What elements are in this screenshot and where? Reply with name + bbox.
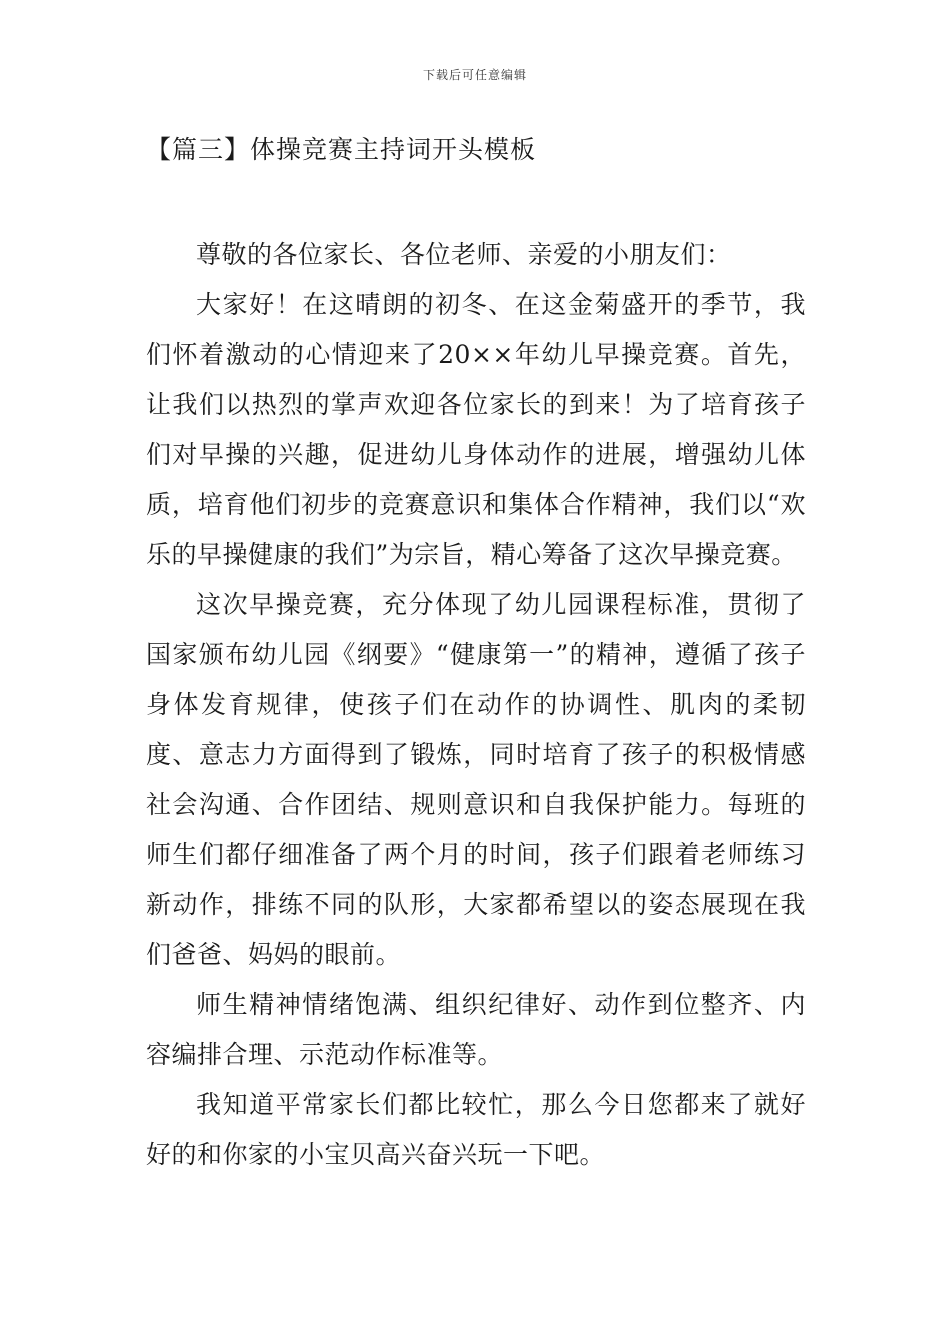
header-note: 下载后可任意编辑 (422, 68, 527, 82)
paragraph-closing: 我知道平常家长们都比较忙，那么今日您都来了就好好的和你家的小宝贝高兴奋兴玩一下吧。 (146, 1090, 806, 1169)
document-title: 【篇三】体操竞赛主持词开头模板 (146, 135, 537, 164)
paragraph-greeting: 大家好！在这晴朗的初冬、在这金菊盛开的季节，我们怀着激动的心情迎来了20××年幼儿早操竞赛。首先，让我们以热烈的掌声欢迎各位家长的到来！为了培育孩子们对早操的兴趣，促进幼儿身体动作的进展，增强幼儿体质，培育他们初步的竞赛意识和集体合作精神，我们以“欢乐的早操健康的我们”为宗旨，精心筹备了这次早操竞赛。 (146, 290, 806, 569)
paragraph-salutation: 尊敬的各位家长、各位老师、亲爱的小朋友们： (196, 240, 732, 269)
paragraph-competition-description: 这次早操竞赛，充分体现了幼儿园课程标准，贯彻了国家颁布幼儿园《纲要》“健康第一”的精神，遵循了孩子身体发育规律，使孩子们在动作的协调性、肌肉的柔韧度、意志力方面得到了锻炼，同时培育了孩子的积极情感社会沟通、合作团结、规则意识和自我保护能力。每班的师生们都仔细准备了两个月的时间，孩子们跟着老师练习新动作，排练不同的队形，大家都希望以的姿态展现在我们爸爸、妈妈的眼前。 (146, 590, 806, 969)
paragraph-evaluation-criteria: 师生精神情绪饱满、组织纪律好、动作到位整齐、内容编排合理、示范动作标准等。 (146, 990, 806, 1069)
document-body (146, 230, 806, 1180)
